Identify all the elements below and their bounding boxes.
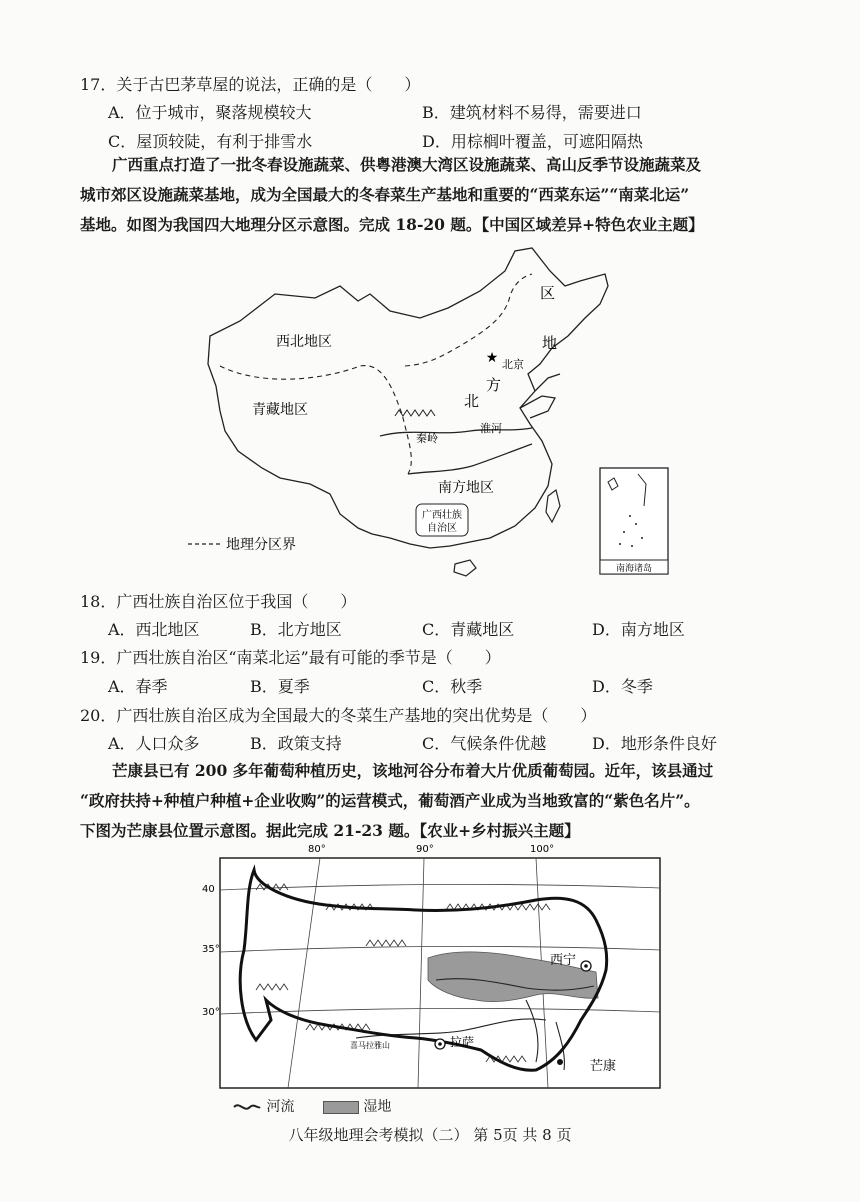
china-regions-map [180,246,670,586]
region-boundary-northwest-tibet [220,366,411,474]
label-lat30: 30° [202,1007,220,1018]
label-north-char-3: 方 [486,376,502,394]
intro1-line1: 广西重点打造了一批冬春设施蔬菜、供粤港澳大湾区设施蔬菜、高山反季节设施蔬菜及 [112,155,702,174]
intro2-line2: “政府扶持+种植户种植+企业收购”的运营模式，葡萄酒产业成为当地致富的“紫色名片”。 [80,791,700,810]
intro-paragraph-1 [80,150,780,240]
wetland-legend-icon [323,1101,359,1114]
label-south: 南方地区 [438,480,494,496]
q19-option-d: D．冬季 [592,677,653,696]
south-region-boundary [408,444,532,474]
q19-option-c: C．秋季 [422,677,483,696]
legend-boundary-text: 地理分区界 [226,537,296,553]
label-lon80: 80° [308,844,326,855]
q17-stem: 17．关于古巴茅草屋的说法，正确的是（ ） [80,75,421,94]
q20-option-d: D．地形条件良好 [592,734,717,753]
label-lon100: 100° [530,844,555,855]
q20-stem: 20．广西壮族自治区成为全国最大的冬菜生产基地的突出优势是（ ） [80,706,597,725]
q17-option-b: B．建筑材料不易得，需要进口 [422,103,642,122]
label-northwest: 西北地区 [276,334,332,350]
label-lhasa: 拉萨 [450,1035,475,1049]
q19-option-b: B．夏季 [250,677,310,696]
q20-option-a: A．人口众多 [108,734,200,753]
label-north-char-1: 区 [540,284,556,302]
label-beijing: 北京 [502,358,524,371]
q18-option-a: A．西北地区 [108,620,200,639]
markam-marker [557,1059,563,1065]
q17-option-d: D．用棕榈叶覆盖，可遮阳隔热 [422,132,643,151]
intro1-line3: 基地。如图为我国四大地理分区示意图。完成 18-20 题。【中国区域差异+特色农业主题】 [80,215,704,234]
q20-option-c: C．气候条件优越 [422,734,547,753]
legend-river: 河流 [266,1099,295,1115]
south-china-sea-inset [600,468,668,574]
label-lat35: 35° [202,944,220,955]
river-legend-icon [232,1101,262,1113]
q20-option-b: B．政策支持 [250,734,342,753]
q19-stem: 19．广西壮族自治区“南菜北运”最有可能的季节是（ ） [80,648,501,667]
map2-legend [232,1096,391,1116]
markam-location-map [196,840,666,1100]
q18-stem: 18．广西壮族自治区位于我国（ ） [80,592,357,611]
taiwan-island [546,490,560,522]
page-footer: 八年级地理会考模拟（二） 第 5页 共 8 页 [288,1126,572,1144]
label-huaihe: 淮河 [480,422,502,435]
label-qinling: 秦岭 [416,432,438,445]
label-markam: 芒康 [590,1059,617,1074]
label-himalaya: 喜马拉雅山 [350,1041,390,1050]
q17-option-c: C．屋顶较陡，有利于排雪水 [108,132,313,151]
legend-wetland: 湿地 [363,1099,392,1115]
qinling-huaihe-line [380,428,532,436]
shandong-peninsula [520,396,555,418]
q17-option-a: A．位于城市，聚落规模较大 [108,103,312,122]
hainan-island [454,560,476,576]
label-lon90: 90° [416,844,434,855]
label-xining: 西宁 [550,953,577,968]
liaodong-coast [535,374,560,391]
label-north-char-4: 北 [464,392,480,410]
intro1-line2: 城市郊区设施蔬菜基地，成为全国最大的冬春菜生产基地和重要的“西菜东运”“南菜北运” [80,185,690,204]
region-boundary-northwest-north [405,274,532,366]
q18-option-b: B．北方地区 [250,620,342,639]
q19-option-a: A．春季 [108,677,168,696]
label-qinghai-tibet: 青藏地区 [252,402,308,418]
label-lat40: 40 [202,884,215,895]
label-inset: 南海诸岛 [615,564,653,574]
q18-option-d: D．南方地区 [592,620,685,639]
intro2-line3: 下图为芒康县位置示意图。据此完成 21-23 题。【农业+乡村振兴主题】 [80,821,580,840]
q18-option-c: C．青藏地区 [422,620,515,639]
intro2-line1: 芒康县已有 200 多年葡萄种植历史，该地河谷分布着大片优质葡萄园。近年，该县通过 [112,761,714,780]
intro-paragraph-2 [80,756,780,846]
label-guangxi-1: 广西壮族 [422,510,462,521]
label-guangxi-2: 自治区 [427,523,457,534]
beijing-star-icon: ★ [485,350,499,366]
label-north-char-2: 地 [542,334,558,352]
